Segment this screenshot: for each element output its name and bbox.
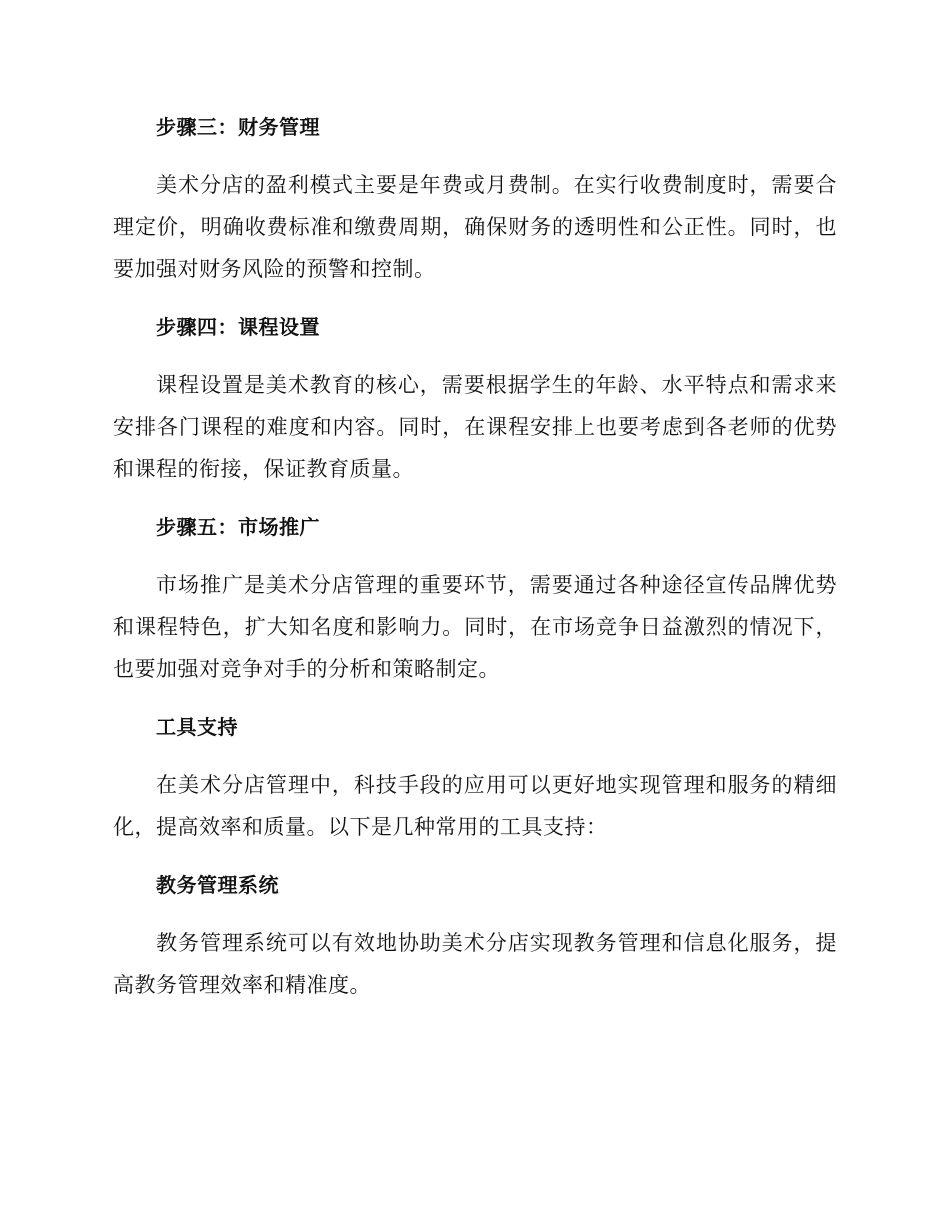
section-heading-curriculum: 步骤四：课程设置 bbox=[156, 315, 320, 339]
section-paragraph-tool-support: 在美术分店管理中，科技手段的应用可以更好地实现管理和服务的精细化，提高效率和质量。以下是几种常用的工具支持： bbox=[113, 773, 837, 839]
section-heading-finance: 步骤三：财务管理 bbox=[156, 115, 320, 139]
section-heading-academic-system: 教务管理系统 bbox=[156, 873, 279, 897]
section-heading-tool-support: 工具支持 bbox=[156, 715, 238, 739]
section-paragraph-curriculum: 课程设置是美术教育的核心，需要根据学生的年龄、水平特点和需求来安排各门课程的难度和内容。同时，在课程安排上也要考虑到各老师的优势和课程的衔接，保证教育质量。 bbox=[113, 373, 837, 481]
document-content bbox=[113, 108, 837, 1024]
section-paragraph-academic-system: 教务管理系统可以有效地协助美术分店实现教务管理和信息化服务，提高教务管理效率和精准度。 bbox=[113, 931, 837, 997]
section-paragraph-marketing: 市场推广是美术分店管理的重要环节，需要通过各种途径宣传品牌优势和课程特色，扩大知名度和影响力。同时，在市场竞争日益激烈的情况下，也要加强对竞争对手的分析和策略制定。 bbox=[113, 573, 837, 681]
section-heading-marketing: 步骤五：市场推广 bbox=[156, 515, 320, 539]
section-paragraph-finance: 美术分店的盈利模式主要是年费或月费制。在实行收费制度时，需要合理定价，明确收费标准和缴费周期，确保财务的透明性和公正性。同时，也要加强对财务风险的预警和控制。 bbox=[113, 173, 837, 281]
